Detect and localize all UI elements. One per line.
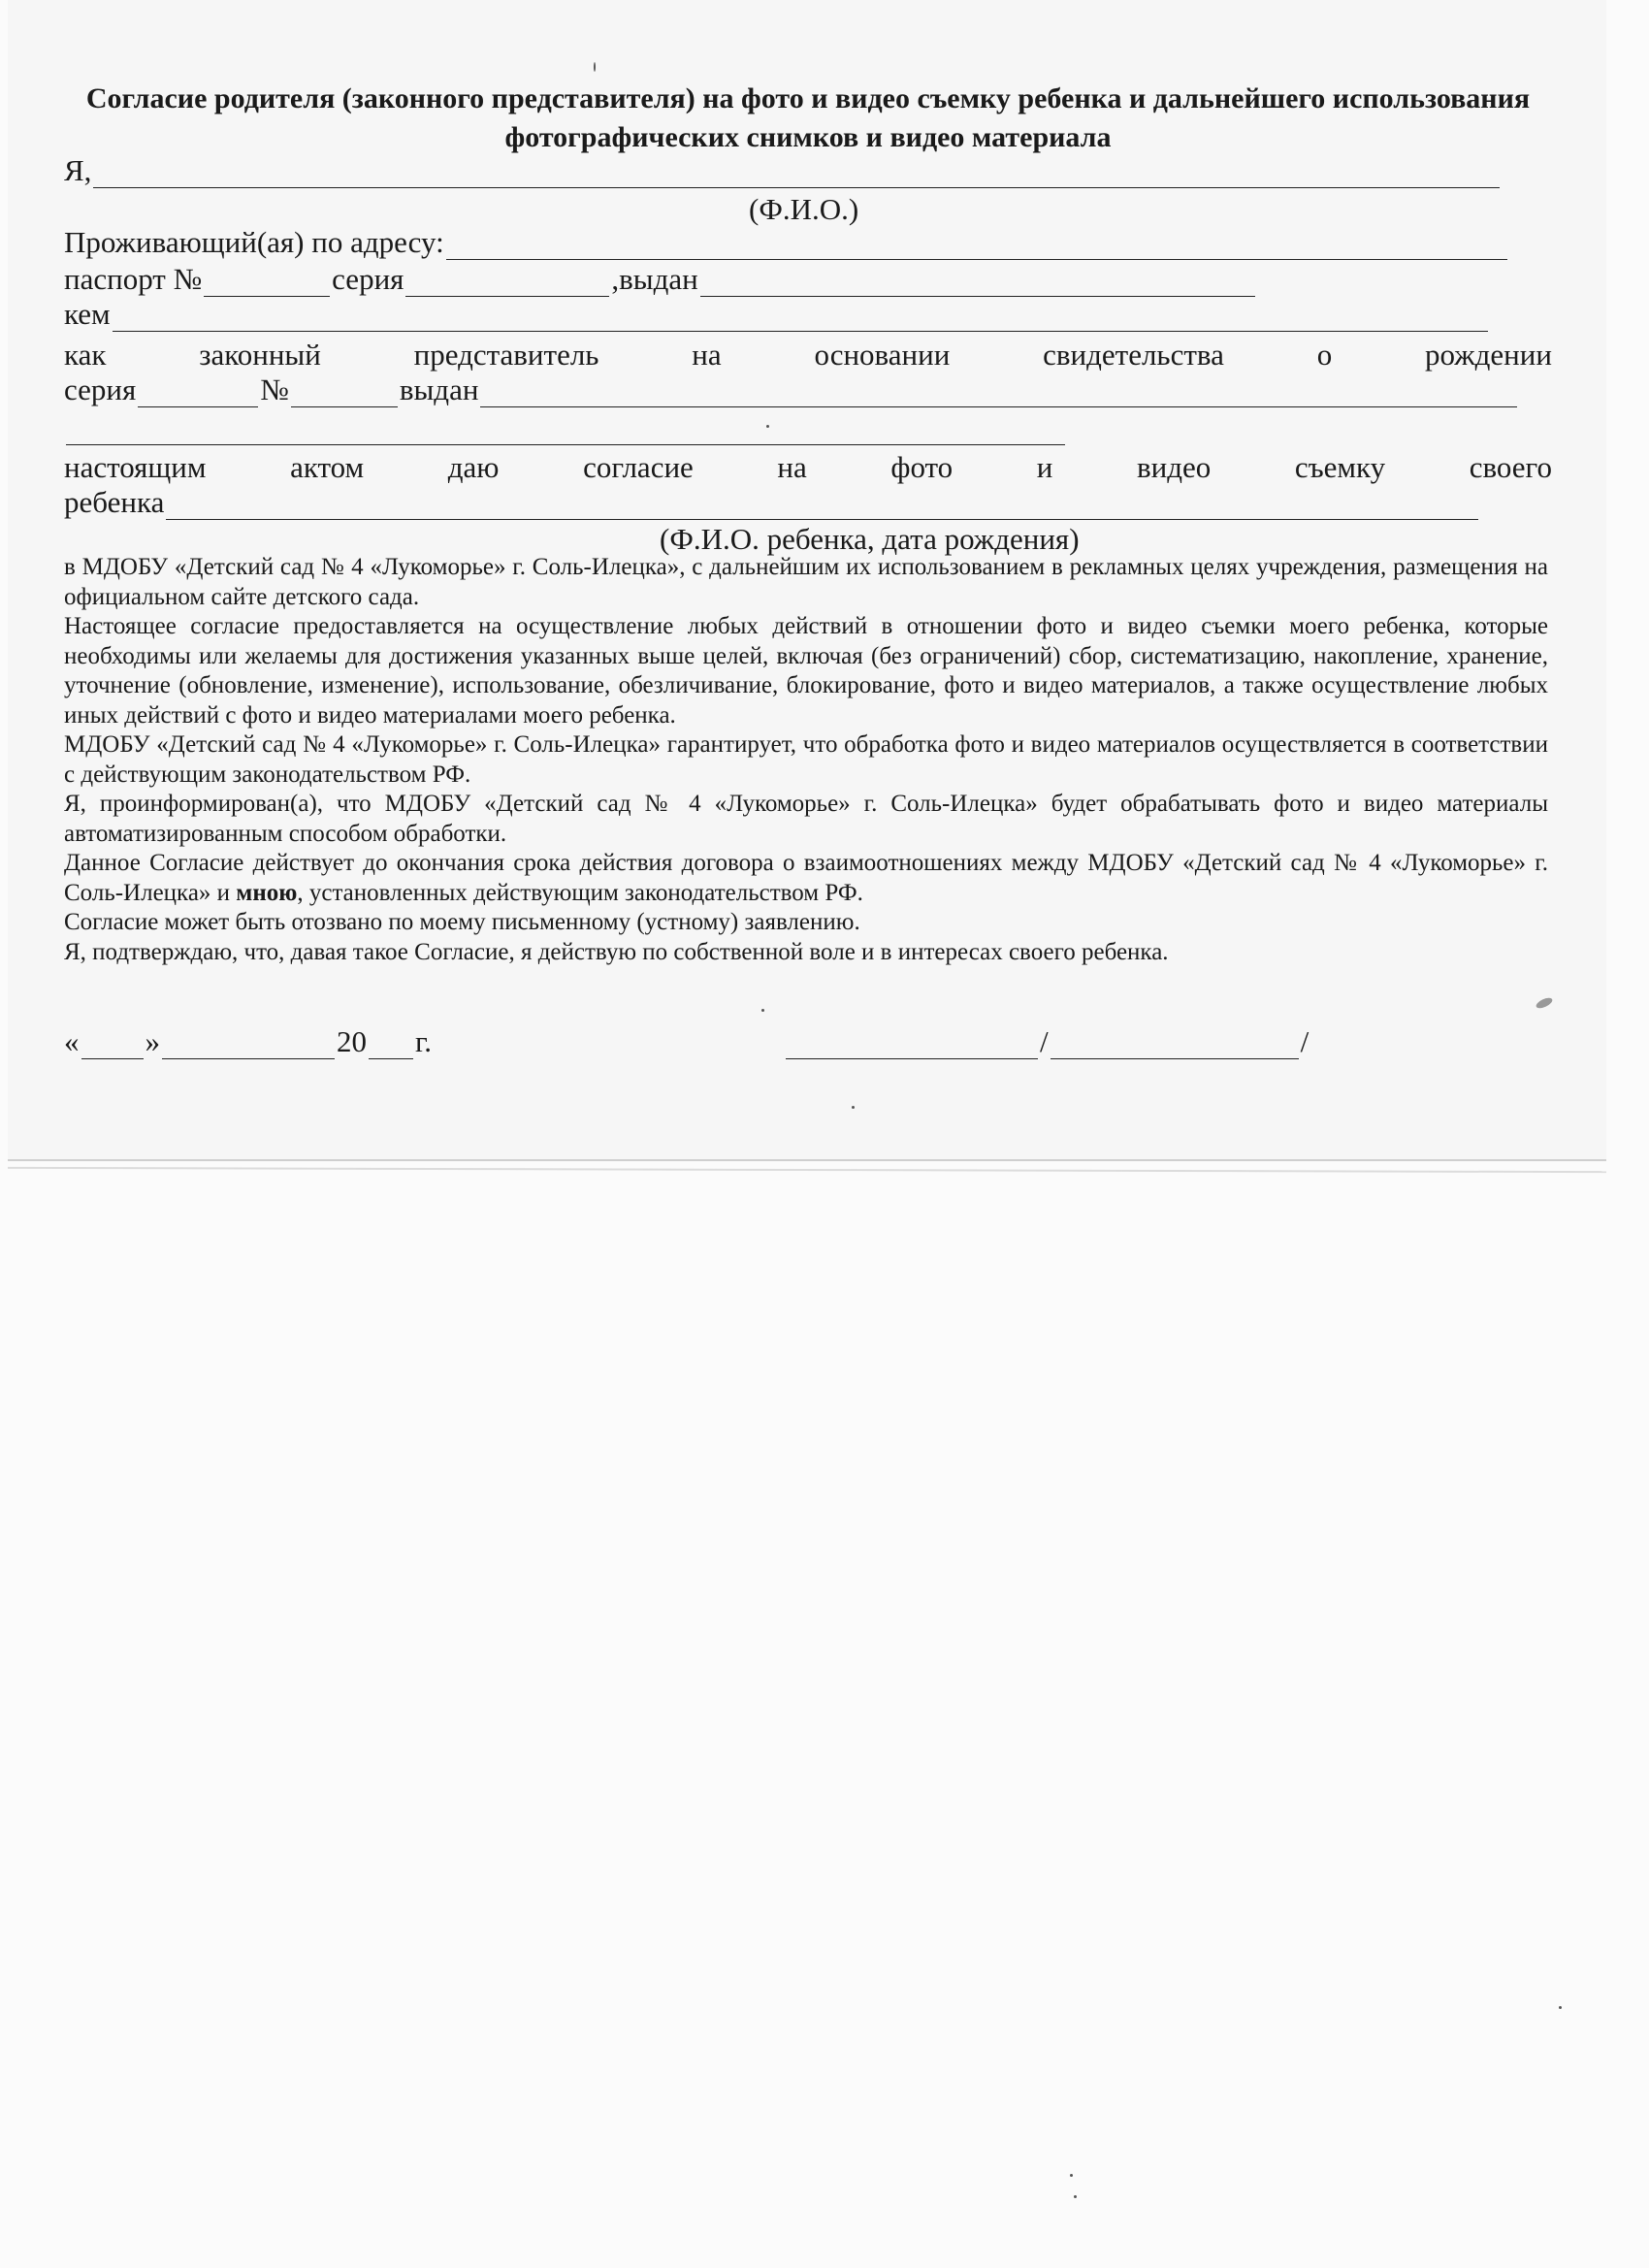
consent-body xyxy=(64,553,1548,967)
address-label: Проживающий(ая) по адресу: xyxy=(64,225,444,259)
scan-speck xyxy=(1070,2174,1073,2177)
vydan-label: ,выдан xyxy=(611,262,698,296)
parent-name-row xyxy=(64,153,1502,188)
consent-line xyxy=(64,450,1552,485)
consent-word: настоящим xyxy=(64,450,207,484)
legal-rep-word: свидетельства xyxy=(1043,338,1224,372)
passport-seria-field[interactable] xyxy=(405,269,609,297)
scan-speck xyxy=(852,1106,855,1109)
address-field[interactable] xyxy=(446,232,1507,260)
cert-number-field[interactable] xyxy=(291,379,398,407)
legal-rep-word: на xyxy=(692,338,722,372)
signature-transcript-field[interactable] xyxy=(1051,1031,1299,1059)
parent-name-field[interactable] xyxy=(93,160,1500,188)
year-suffix: г. xyxy=(415,1024,432,1058)
issued-by-row xyxy=(64,297,1490,332)
scan-speck xyxy=(761,1009,764,1012)
cert-seria-label: серия xyxy=(64,373,137,406)
paragraph: в МДОБУ «Детский сад № 4 «Лукоморье» г. Соль-Илецка», с дальнейшим их использованием в рекламных целях учреждения, размещения на официальном сайте детского сада. xyxy=(64,554,1548,610)
passport-issued-date-field[interactable] xyxy=(700,269,1255,297)
cert-vydan-label: выдан xyxy=(399,373,479,406)
ya-label: Я, xyxy=(64,153,92,187)
cert-number-label: № xyxy=(260,373,289,406)
paragraph: МДОБУ «Детский сад № 4 «Лукоморье» г. Соль-Илецка» гарантирует, что обработка фото и видео материалов осуществляется в соответствии с действующим законодательством РФ. xyxy=(64,731,1548,788)
consent-word: и xyxy=(1036,450,1053,484)
passport-label: паспорт № xyxy=(64,262,203,296)
certificate-continuation-row xyxy=(64,417,1067,445)
consent-word: на xyxy=(777,450,807,484)
consent-word: даю xyxy=(447,450,500,484)
cert-seria-field[interactable] xyxy=(138,379,258,407)
cert-issued-field[interactable] xyxy=(480,379,1517,407)
paragraph: Согласие может быть отозвано по моему письменному (устному) заявлению. xyxy=(64,909,860,935)
legal-rep-word: основании xyxy=(814,338,951,372)
consent-word: согласие xyxy=(583,450,694,484)
paragraph xyxy=(64,849,1548,908)
legal-rep-word: о xyxy=(1316,338,1333,372)
sheet-edge xyxy=(8,1167,1606,1173)
legal-rep-word: как xyxy=(64,338,107,372)
scan-speck xyxy=(1074,2195,1077,2198)
paragraph-text: Данное Согласие действует до окончания срока действия договора о взаимоотношениях между МДОБУ «Детский сад № 4 «Лукоморье» г. Соль-Илецка» и xyxy=(64,850,1548,906)
consent-word: своего xyxy=(1469,450,1552,484)
slash: / xyxy=(1040,1024,1049,1058)
passport-row xyxy=(64,262,1257,297)
quote-open: « xyxy=(64,1024,80,1058)
legal-rep-word: представитель xyxy=(413,338,599,372)
year-prefix: 20 xyxy=(337,1024,367,1058)
child-caption: (Ф.И.О. ребенка, дата рождения) xyxy=(660,522,1080,556)
paragraph: Я, подтверждаю, что, давая такое Согласие, я действую по собственной воле и в интересах своего ребенка. xyxy=(64,938,1169,965)
consent-word: актом xyxy=(290,450,365,484)
signature-field[interactable] xyxy=(786,1031,1038,1059)
seria-label: серия xyxy=(332,262,404,296)
legal-rep-line xyxy=(64,338,1552,373)
consent-word: фото xyxy=(890,450,954,484)
paragraph: Я, проинформирован(а), что МДОБУ «Детский сад № 4 «Лукоморье» г. Соль-Илецка» будет обрабатывать фото и видео материалы автоматизированным способом обработки. xyxy=(64,791,1548,847)
signature-row xyxy=(784,1024,1309,1059)
certificate-row xyxy=(64,373,1519,407)
scan-speck xyxy=(1559,2006,1562,2009)
paragraph-bold: мною xyxy=(236,879,298,906)
scan-speck xyxy=(766,425,769,428)
issued-by-field[interactable] xyxy=(113,304,1488,332)
slash: / xyxy=(1300,1024,1310,1058)
address-row xyxy=(64,225,1509,260)
quote-close: » xyxy=(145,1024,160,1058)
consent-word: видео xyxy=(1136,450,1212,484)
legal-rep-word: рождении xyxy=(1425,338,1552,372)
cert-issued-continuation-field[interactable] xyxy=(66,417,1065,445)
legal-rep-word: законный xyxy=(199,338,321,372)
passport-number-field[interactable] xyxy=(204,269,330,297)
date-row xyxy=(64,1024,432,1059)
kem-label: кем xyxy=(64,297,111,331)
day-field[interactable] xyxy=(81,1031,144,1059)
paragraph: Настоящее согласие предоставляется на осуществление любых действий в отношении фото и видео съемки моего ребенка, которые необходимы или желаемы для достижения указанных выше целей, включая (без ограничений) сбор, систематизацию, накопление, хранение, уточнение (обновление, изменение), использование, обезличивание, блокирование, фото и видео материалов, а также осуществление любых иных действий с фото и видео материалами моего ребенка. xyxy=(64,613,1548,729)
month-field[interactable] xyxy=(162,1031,335,1059)
consent-word: съемку xyxy=(1294,450,1386,484)
child-row xyxy=(64,485,1480,520)
child-label: ребенка xyxy=(64,485,165,519)
fio-caption: (Ф.И.О.) xyxy=(749,192,859,226)
form-title: Согласие родителя (законного представителя) на фото и видео съемку ребенка и дальнейшего использования фотографических снимков и видео материала xyxy=(85,82,1531,153)
paragraph-text: , установленных действующим законодательством РФ. xyxy=(297,879,863,906)
child-name-field[interactable] xyxy=(166,492,1478,520)
year-field[interactable] xyxy=(369,1031,413,1059)
scan-speck xyxy=(594,62,596,72)
